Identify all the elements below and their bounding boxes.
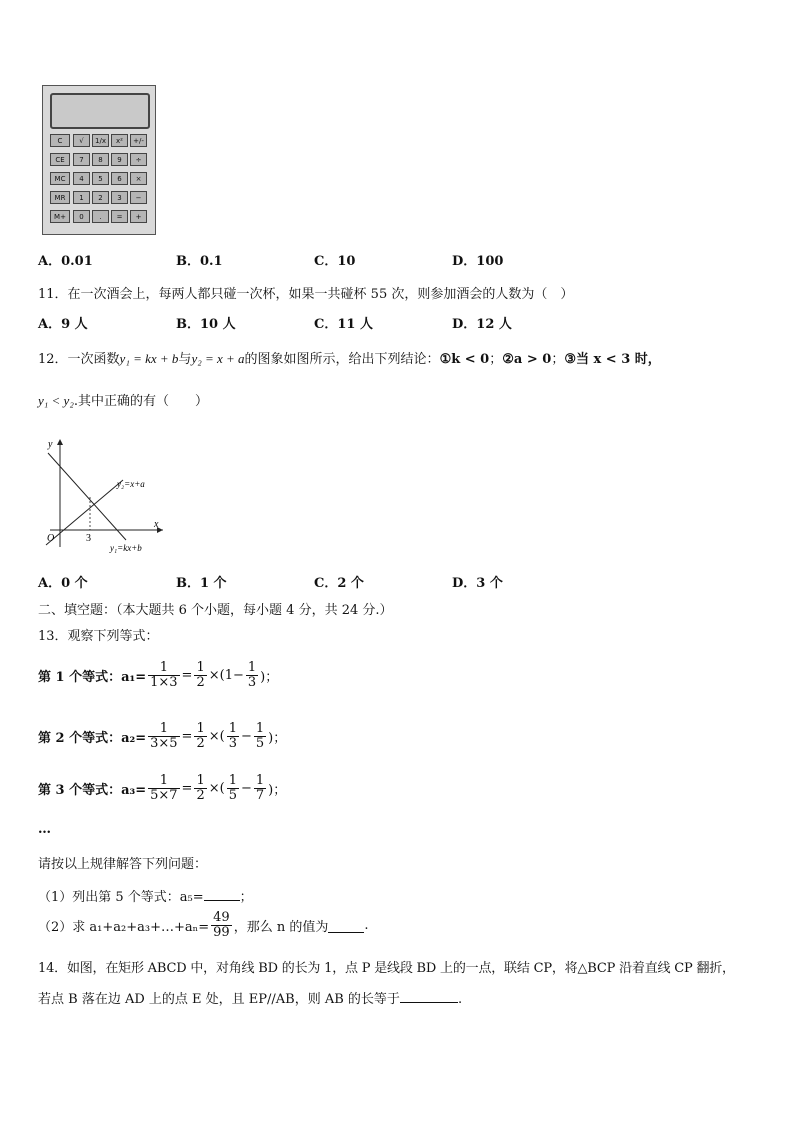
y-axis-label: y <box>48 439 53 450</box>
q11-option-d: D．12 人 <box>452 317 512 332</box>
frac-den: 5 <box>228 787 237 803</box>
part1-blank[interactable] <box>204 900 240 901</box>
q14-blank[interactable] <box>400 1002 458 1003</box>
eq3-frac4 <box>254 774 266 802</box>
y1-line-label: y₁=kx+b <box>110 543 142 553</box>
calculator-key: 4 <box>73 172 90 185</box>
q13-intro: 13．观察下列等式： <box>38 629 159 644</box>
calculator-key: 6 <box>111 172 128 185</box>
frac-num: 1 <box>247 660 257 675</box>
frac-num: 1 <box>196 721 205 736</box>
calculator-key: 3 <box>111 191 128 204</box>
q12-y2-expr: y₂ = x + a <box>191 351 245 366</box>
q12-question-line2 <box>38 390 208 409</box>
eq1-frac2 <box>194 661 206 689</box>
q12-conclusion-2: ②a > 0 <box>502 352 552 367</box>
calculator-key: C <box>50 134 70 147</box>
q13-eq1 <box>38 661 278 689</box>
calculator-key: + <box>130 210 147 223</box>
eq3-label: 第 3 个等式：a₃= <box>38 782 147 798</box>
calculator-key: +/- <box>130 134 147 147</box>
q10-option-a: A．0.01 <box>38 254 93 269</box>
q12-y1-lt-y2: y₁ < y₂ <box>38 393 74 408</box>
origin-label: O <box>47 533 55 544</box>
q12-and: 与 <box>178 352 192 367</box>
calculator-key: × <box>130 172 147 185</box>
part1-text: （1）列出第 5 个等式：a₅= <box>38 890 204 905</box>
calculator-key: ÷ <box>130 153 147 166</box>
calculator-key: 2 <box>92 191 109 204</box>
minus: − <box>240 780 252 796</box>
frac-num: 1 <box>228 773 237 788</box>
q13-part2 <box>38 911 368 939</box>
y-axis-arrow <box>57 439 63 445</box>
q12-middle: 的图象如图所示，给出下列结论： <box>244 352 440 367</box>
q12-y1-expr: y₁ = kx + b <box>119 351 179 366</box>
frac-num: 1 <box>159 721 168 736</box>
calculator-key: √ <box>73 134 90 147</box>
frac-den: 3×5 <box>150 735 178 751</box>
q12-option-c: C．2 个 <box>314 576 364 591</box>
frac-den: 3 <box>247 674 257 690</box>
frac-den: 2 <box>196 674 205 690</box>
eq2-end: )； <box>268 730 287 746</box>
frac-den: 99 <box>213 924 230 940</box>
section-heading: 二、填空题：（本大题共 6 个小题，每小题 4 分，共 24 分.） <box>38 603 393 618</box>
calculator-key: 7 <box>73 153 90 166</box>
q12-sep-1: ； <box>489 352 503 367</box>
part2-post: ，那么 n 的值为 <box>233 919 329 935</box>
q13-eq2 <box>38 722 286 750</box>
eq2-frac2 <box>194 722 206 750</box>
q12-conclusion-3: ③当 x < 3 时， <box>564 352 661 367</box>
q11-option-b: B．10 人 <box>176 317 236 332</box>
eq2-frac3 <box>227 722 239 750</box>
calculator-key: 0 <box>73 210 90 223</box>
calculator-key: MC <box>50 172 70 185</box>
q11-option-c: C．11 人 <box>314 317 373 332</box>
eq1-frac3 <box>246 661 258 689</box>
calculator-screen <box>50 93 150 129</box>
calculator-key: 9 <box>111 153 128 166</box>
part2-blank[interactable] <box>328 918 364 933</box>
q12-question-line1 <box>38 348 661 367</box>
frac-den: 7 <box>255 787 265 803</box>
eq3-frac3 <box>227 774 239 802</box>
q10-option-c: C．10 <box>314 254 356 269</box>
frac-num: 1 <box>255 721 265 736</box>
frac-den: 3 <box>228 735 237 751</box>
eq3-frac1 <box>148 774 179 802</box>
eq1-frac1 <box>148 661 179 689</box>
q14-line1: 14．如图，在矩形 ABCD 中，对角线 BD 的长为 1，点 P 是线段 BD 上的一点，联结 CP，将△BCP 沿着直线 CP 翻折， <box>38 961 735 976</box>
eq2-frac4 <box>254 722 266 750</box>
calculator-key: 5 <box>92 172 109 185</box>
frac-num: 1 <box>255 773 265 788</box>
minus: − <box>240 728 252 744</box>
eq1-end: )； <box>260 669 279 685</box>
q12-option-d: D．3 个 <box>452 576 503 591</box>
calculator-key: 1 <box>73 191 90 204</box>
frac-num: 1 <box>159 773 168 788</box>
calculator-key: . <box>92 210 109 223</box>
q11-question: 11．在一次酒会上，每两人都只碰一次杯，如果一共碰杯 55 次，则参加酒会的人数为（ ） <box>38 287 574 302</box>
q12-option-a: A．0 个 <box>38 576 88 591</box>
q12-line2-rest: .其中正确的有（ ） <box>73 394 208 409</box>
eq2-mid: ×( <box>208 728 225 744</box>
part2-end: . <box>364 917 369 933</box>
y2-line-label: y₂=x+a <box>117 479 145 489</box>
frac-num: 1 <box>228 721 237 736</box>
q11-option-a: A．9 人 <box>38 317 88 332</box>
part2-pre: （2）求 a₁+a₂+a₃+…+aₙ= <box>38 919 210 935</box>
q12-conclusion-1: ①k < 0 <box>439 352 490 367</box>
frac-den: 2 <box>196 735 205 751</box>
calculator-key: 1/x <box>92 134 109 147</box>
eq1-mid: ×(1− <box>208 667 244 683</box>
tick-3-label: 3 <box>86 533 91 544</box>
part2-frac <box>211 911 232 939</box>
q14-line2-end: . <box>457 992 463 1007</box>
calculator-key: 8 <box>92 153 109 166</box>
eq2-frac1 <box>148 722 179 750</box>
eq3-frac2 <box>194 774 206 802</box>
q13-ellipsis: … <box>38 822 51 837</box>
calculator-key: − <box>130 191 147 204</box>
calculator-key: x² <box>111 134 128 147</box>
frac-den: 1×3 <box>150 674 178 690</box>
frac-num: 1 <box>159 660 168 675</box>
equals: = <box>181 780 193 796</box>
frac-den: 5 <box>255 735 265 751</box>
eq3-mid: ×( <box>208 780 225 796</box>
calculator-key: MR <box>50 191 70 204</box>
q12-prefix: 12．一次函数 <box>38 352 120 367</box>
q12-sep-2: ； <box>551 352 565 367</box>
x-axis-label: x <box>154 519 159 530</box>
q14-line2 <box>38 988 462 1007</box>
q13-eq3 <box>38 774 286 802</box>
eq2-label: 第 2 个等式：a₂= <box>38 730 147 746</box>
frac-num: 1 <box>196 660 205 675</box>
q13-part1 <box>38 886 253 905</box>
q14-line2-text: 若点 B 落在边 AD 上的点 E 处，且 EP//AB，则 AB 的长等于 <box>38 992 400 1007</box>
equals: = <box>181 667 193 683</box>
calculator-image <box>42 85 156 235</box>
equals: = <box>181 728 193 744</box>
eq3-end: )； <box>268 782 287 798</box>
q13-prompt: 请按以上规律解答下列问题： <box>38 857 208 872</box>
calculator-key: M+ <box>50 210 70 223</box>
q10-option-d: D．100 <box>452 254 504 269</box>
part1-end: ； <box>239 890 253 905</box>
eq1-label: 第 1 个等式：a₁= <box>38 669 147 685</box>
q12-graph <box>38 435 173 555</box>
frac-num: 1 <box>196 773 205 788</box>
calculator-key: = <box>111 210 128 223</box>
q12-option-b: B．1 个 <box>176 576 227 591</box>
frac-num: 49 <box>213 910 230 925</box>
q10-option-b: B．0.1 <box>176 254 223 269</box>
frac-den: 2 <box>196 787 205 803</box>
frac-den: 5×7 <box>150 787 178 803</box>
calculator-key: CE <box>50 153 70 166</box>
line-y2 <box>46 480 123 545</box>
